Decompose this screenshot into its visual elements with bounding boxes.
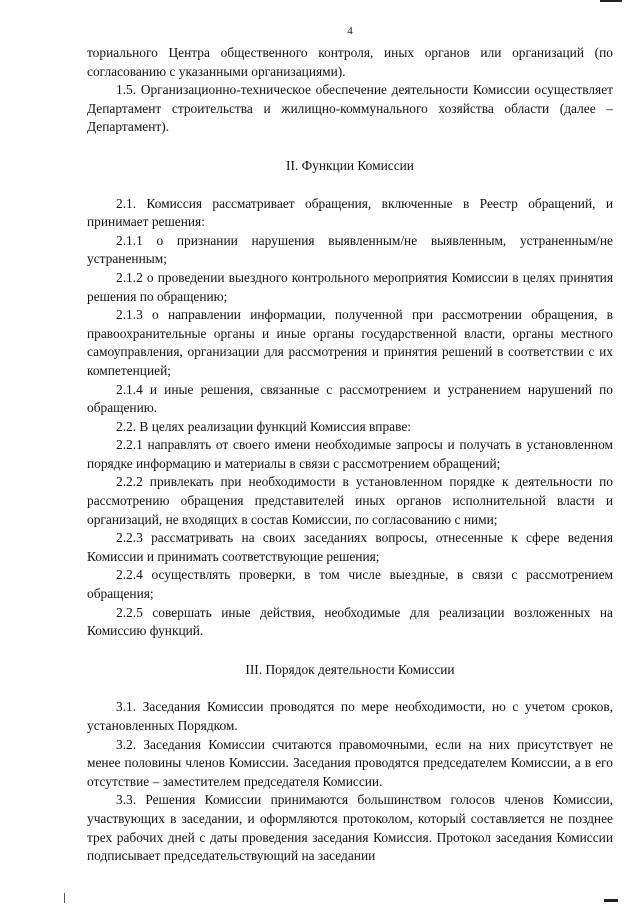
paragraph: 2.2.2 привлекать при необходимости в установленном порядке к деятельности по рассмотрению обращения представителей иных органов исполнительной власти и организаций, не входящих в состав Комиссии, по согласованию с ними;	[87, 474, 613, 527]
paragraph: 2.1.2 о проведении выездного контрольного мероприятия Комиссии в целях принятия решения по обращению;	[87, 269, 613, 304]
page-number: 4	[347, 25, 353, 37]
paragraph: 2.2.3 рассматривать на своих заседаниях вопросы, отнесенные к сфере ведения Комиссии и принимать соответствующие решения;	[87, 530, 613, 564]
scan-mark-top	[600, 0, 622, 2]
document-page	[87, 24, 613, 866]
paragraph: 1.5. Организационно-техническое обеспечение деятельности Комиссии осуществляет Департамент строительства и жилищно-коммунального хозяйства области (далее – Департамент).	[87, 82, 613, 135]
paragraph: 2.1.1 о признании нарушения выявленным/не выявленным, устраненным/не устраненным;	[87, 232, 613, 267]
paragraph: 2.2.1 направлять от своего имени необходимые запросы и получать в установленном порядке информацию и материалы в связи с рассмотрением обращений;	[87, 437, 613, 471]
paragraph: 2.1.3 о направлении информации, полученной при рассмотрении обращения, в правоохранительные органы и иные органы государственной власти, органы местного самоуправления, организации для рассмотрения и принятия решений в соответствии с их компетенцией;	[87, 307, 613, 378]
paragraph: 3.2. Заседания Комиссии считаются правомочными, если на них присутствует не менее половины членов Комиссии. Заседания проводятся председателем Комиссии, а в его отсутствие – заместителем председателя Комиссии.	[87, 736, 613, 789]
paragraph: 2.1. Комиссия рассматривает обращения, включенные в Реестр обращений, и принимает решения:	[87, 195, 613, 230]
section-heading-procedure: III. Порядок деятельности Комиссии	[245, 661, 455, 677]
scan-mark-bottom-right	[604, 899, 618, 902]
paragraph: 2.2.5 совершать иные действия, необходимые для реализации возложенных на Комиссию функций.	[87, 604, 613, 639]
paragraph: 2.1.4 и иные решения, связанные с рассмотрением и устранением нарушений по обращению.	[87, 381, 613, 416]
paragraph: 2.2. В целях реализации функций Комиссия вправе:	[116, 418, 411, 434]
paragraph: ториального Центра общественного контроля, иных органов или организаций (по согласованию с указанными организациями).	[87, 45, 613, 79]
scan-mark-bottom-left	[64, 893, 65, 903]
paragraph: 3.3. Решения Комиссии принимаются большинством голосов членов Комиссии, участвующих в заседании, и оформляются протоколом, который составляется не позднее трех рабочих дней с даты проведения заседания Комиссия. Протокол заседания Комиссии подписывает председательствующий на заседании	[87, 792, 613, 864]
section-heading-functions: II. Функции Комиссии	[286, 157, 414, 173]
paragraph: 3.1. Заседания Комиссии проводятся по мере необходимости, но с учетом сроков, установленных Порядком.	[87, 699, 613, 733]
paragraph: 2.2.4 осуществлять проверки, в том числе выездные, в связи с рассмотрением обращения;	[87, 567, 613, 602]
